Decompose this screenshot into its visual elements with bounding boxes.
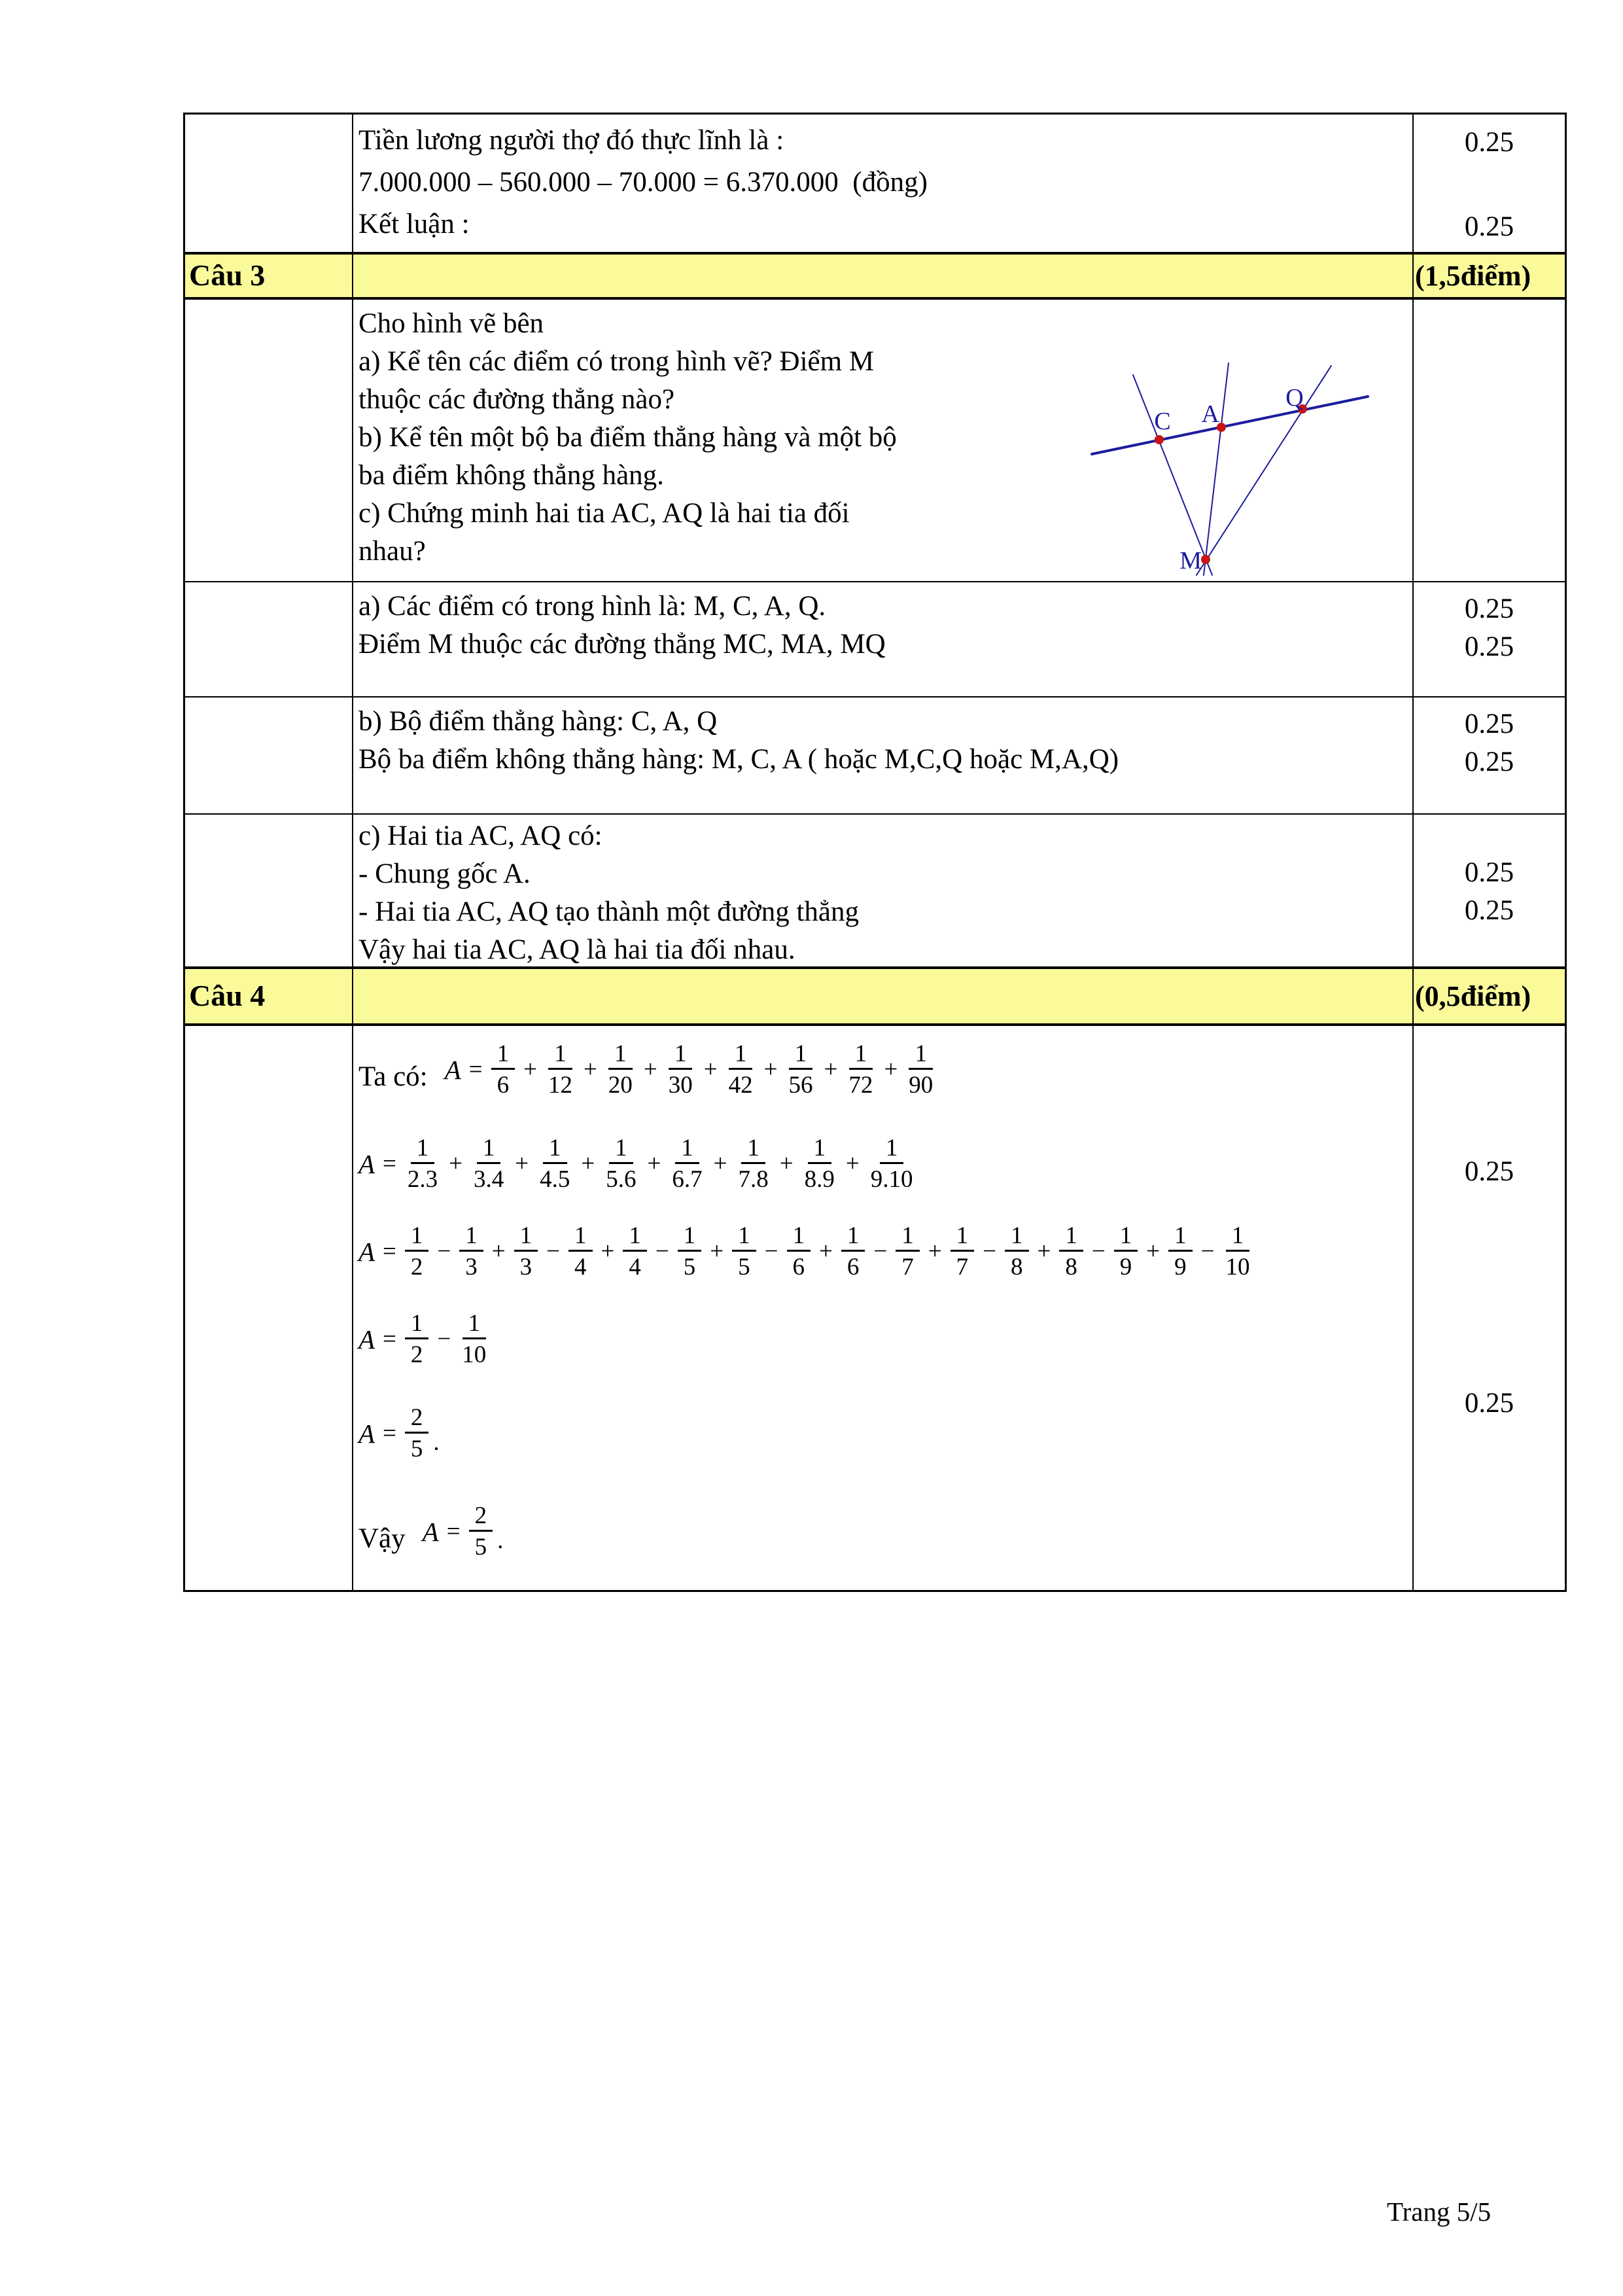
math-operator: + [523, 1056, 537, 1084]
fraction-denominator: 7.8 [738, 1166, 769, 1193]
math-variable: A [422, 1516, 439, 1547]
fraction-denominator: 3.4 [474, 1166, 504, 1193]
table-row-problem [185, 297, 1565, 581]
text-line: nhau? [358, 536, 426, 567]
fraction [471, 1135, 506, 1193]
text-line: c) Hai tia AC, AQ có: [358, 821, 602, 851]
fraction-numerator: 1 [1005, 1222, 1029, 1252]
answer-cell [353, 115, 1414, 252]
fraction [896, 1222, 920, 1281]
score-value: 0.25 [1464, 593, 1514, 624]
fraction-denominator: 72 [848, 1072, 873, 1099]
score-cell [1414, 969, 1565, 1023]
math-period: . [433, 1428, 440, 1456]
math-operator: − [764, 1238, 778, 1265]
question-label-cell [185, 255, 353, 297]
fraction-numerator: 1 [405, 1222, 429, 1252]
fraction-numerator: 1 [808, 1135, 832, 1164]
question-number: Câu 4 [189, 979, 266, 1013]
math-operator: + [824, 1056, 838, 1084]
question-total-score: (0,5điểm) [1415, 980, 1531, 1012]
math-operator: + [583, 1056, 597, 1084]
score-value: 0.25 [1464, 709, 1514, 739]
score-cell [1414, 255, 1565, 297]
fraction [606, 1040, 635, 1099]
point-label-Q: Q [1285, 384, 1304, 412]
text-line: - Hai tia AC, AQ tạo thành một đường thẳng [358, 896, 860, 927]
fraction-denominator: 4.5 [540, 1166, 570, 1193]
figure-line [1092, 397, 1368, 454]
text-line: b) Kể tên một bộ ba điểm thẳng hàng và một bộ [358, 422, 897, 453]
score-cell [1414, 115, 1565, 252]
fraction-denominator: 2.3 [407, 1166, 438, 1193]
point-label-C: C [1154, 408, 1171, 435]
geometry-figure [1080, 356, 1381, 586]
fraction [802, 1135, 837, 1193]
math-operator: + [710, 1238, 724, 1265]
math-operator: − [873, 1238, 888, 1265]
fraction-numerator: 1 [568, 1222, 593, 1252]
equation-line-3 [358, 1222, 1256, 1281]
math-operator: = [468, 1056, 483, 1084]
text-line: Kết luận : [358, 209, 470, 239]
table-row-answer-cau4 [185, 1023, 1565, 1590]
page-number: Trang 5/5 [1387, 2197, 1492, 2227]
math-operator: = [383, 1238, 396, 1265]
fraction-numerator: 1 [623, 1222, 647, 1252]
fraction-numerator: 1 [896, 1222, 920, 1252]
fraction [1114, 1222, 1138, 1281]
fraction-numerator: 1 [548, 1040, 572, 1070]
score-cell-empty [1414, 300, 1565, 581]
fraction-denominator: 7 [901, 1254, 914, 1281]
text-line: c) Chứng minh hai tia AC, AQ là hai tia đối [358, 498, 850, 529]
fraction-denominator: 2 [410, 1254, 423, 1281]
math-operator: = [383, 1150, 396, 1178]
table-row-salary [185, 115, 1565, 252]
answer-cell [353, 582, 1414, 696]
fraction [491, 1040, 515, 1099]
fraction-numerator: 1 [675, 1135, 699, 1164]
math-operator: + [779, 1150, 794, 1178]
score-value: 0.25 [1464, 895, 1514, 926]
score-value: 0.25 [1464, 1156, 1514, 1187]
question-label-cell-empty [185, 582, 353, 696]
text-line: Bộ ba điểm không thẳng hàng: M, C, A ( hoặc M,C,Q hoặc M,A,Q) [358, 744, 1119, 775]
math-operator: + [491, 1238, 506, 1265]
problem-cell [353, 300, 1414, 581]
figure-line [1196, 366, 1331, 575]
math-operator: = [446, 1518, 461, 1545]
math-operator: + [1037, 1238, 1051, 1265]
fraction-numerator: 1 [1059, 1222, 1083, 1252]
fraction [459, 1222, 483, 1281]
question-total-score: (1,5điểm) [1415, 260, 1531, 292]
fraction-numerator: 1 [405, 1310, 429, 1339]
text-line: a) Các điểm có trong hình là: M, C, A, Q. [358, 591, 826, 622]
fraction [1223, 1222, 1253, 1281]
equation-line-5 [358, 1404, 440, 1463]
math-operator: + [763, 1056, 778, 1084]
math-operator: + [601, 1238, 615, 1265]
fraction-denominator: 8.9 [804, 1166, 835, 1193]
score-cell [1414, 698, 1565, 813]
fraction-denominator: 4 [629, 1254, 641, 1281]
point-dot-M [1201, 555, 1210, 564]
answer-key-table [183, 113, 1567, 1592]
fraction-numerator: 1 [411, 1135, 435, 1164]
math-equations [353, 1026, 1412, 1590]
text-line: ba điểm không thẳng hàng. [358, 460, 664, 491]
math-operator: − [655, 1238, 669, 1265]
fraction-numerator: 1 [1168, 1222, 1193, 1252]
answer-text [353, 698, 1412, 779]
math-operator: − [437, 1326, 451, 1353]
fraction [405, 1310, 429, 1369]
answer-text [353, 115, 1412, 245]
band-spacer-cell [353, 969, 1414, 1023]
math-operator: + [884, 1056, 898, 1084]
question-label-cell-empty [185, 1026, 353, 1590]
fraction-denominator: 3 [519, 1254, 532, 1281]
point-dot-C [1155, 435, 1164, 444]
fraction-numerator: 1 [841, 1222, 865, 1252]
fraction-numerator: 1 [729, 1040, 753, 1070]
fraction [951, 1222, 975, 1281]
fraction-denominator: 5.6 [606, 1166, 637, 1193]
question-label-cell [185, 969, 353, 1023]
math-operator: + [643, 1056, 657, 1084]
fraction-denominator: 10 [1225, 1254, 1250, 1281]
fraction-denominator: 42 [728, 1072, 753, 1099]
band-spacer-cell [353, 255, 1414, 297]
fraction-denominator: 6 [846, 1254, 860, 1281]
score-cell [1414, 815, 1565, 966]
table-row-answer-b [185, 696, 1565, 813]
question-label-cell-empty [185, 698, 353, 813]
equation-prefix: Ta có: [358, 1061, 428, 1093]
fraction-denominator: 12 [548, 1072, 572, 1099]
text-line: a) Kể tên các điểm có trong hình vẽ? Điểm M [358, 346, 875, 377]
point-label-M: M [1179, 547, 1202, 574]
math-operator: = [383, 1420, 396, 1447]
score-value: 0.25 [1464, 747, 1514, 777]
fraction-numerator: 1 [909, 1040, 933, 1070]
answer-cell [353, 698, 1414, 813]
math-period: . [497, 1527, 504, 1554]
equation-line-2 [358, 1135, 919, 1193]
fraction [786, 1040, 815, 1099]
fraction [868, 1135, 916, 1193]
fraction-denominator: 4 [574, 1254, 587, 1281]
fraction-numerator: 1 [459, 1222, 483, 1252]
fraction [405, 1135, 440, 1193]
fraction-numerator: 1 [608, 1040, 633, 1070]
text-line: 7.000.000 – 560.000 – 70.000 = 6.370.000 (đồng) [358, 167, 928, 198]
fraction-denominator: 20 [608, 1072, 633, 1099]
answer-cell [353, 815, 1414, 966]
fraction [514, 1222, 538, 1281]
math-operator: − [1200, 1238, 1215, 1265]
figure-line [1201, 363, 1229, 575]
math-operator: − [437, 1238, 451, 1265]
fraction-denominator: 56 [788, 1072, 813, 1099]
fraction-numerator: 1 [1114, 1222, 1138, 1252]
math-operator: + [449, 1150, 463, 1178]
text-line: Điểm M thuộc các đường thẳng MC, MA, MQ [358, 629, 886, 660]
fraction-denominator: 8 [1011, 1254, 1023, 1281]
text-line: - Chung gốc A. [358, 858, 531, 889]
fraction [459, 1310, 489, 1369]
fraction-numerator: 1 [787, 1222, 811, 1252]
fraction-numerator: 1 [491, 1040, 515, 1070]
fraction-denominator: 5 [410, 1436, 423, 1463]
fraction-denominator: 10 [462, 1341, 487, 1369]
text-line: Vậy hai tia AC, AQ là hai tia đối nhau. [358, 934, 795, 965]
math-operator: + [819, 1238, 833, 1265]
text-line: b) Bộ điểm thẳng hàng: C, A, Q [358, 706, 718, 737]
score-value: 0.25 [1464, 1388, 1514, 1419]
fraction-numerator: 1 [741, 1135, 765, 1164]
score-value: 0.25 [1464, 127, 1514, 158]
question-label-cell-empty [185, 815, 353, 966]
question-number: Câu 3 [189, 258, 266, 292]
math-operator: − [1091, 1238, 1106, 1265]
score-cell [1414, 1026, 1565, 1590]
equation-prefix: Vậy [358, 1523, 406, 1555]
fraction [1168, 1222, 1193, 1281]
fraction-denominator: 3 [465, 1254, 478, 1281]
math-operator: + [713, 1150, 727, 1178]
fraction [732, 1222, 756, 1281]
fraction [906, 1040, 935, 1099]
table-row-answer-a [185, 581, 1565, 696]
fraction [787, 1222, 811, 1281]
fraction-numerator: 1 [543, 1135, 567, 1164]
fraction-denominator: 7 [956, 1254, 969, 1281]
fraction-numerator: 2 [469, 1502, 493, 1532]
fraction [537, 1135, 572, 1193]
math-operator: + [1146, 1238, 1161, 1265]
figure-line [1133, 375, 1212, 575]
fraction [666, 1040, 695, 1099]
fraction [841, 1222, 865, 1281]
table-row-cau3-header [185, 252, 1565, 297]
score-cell [1414, 582, 1565, 696]
fraction-numerator: 1 [669, 1040, 693, 1070]
fraction [623, 1222, 647, 1281]
math-variable: A [358, 1418, 375, 1449]
fraction-denominator: 9.10 [870, 1166, 913, 1193]
math-operator: = [383, 1326, 396, 1353]
fraction-numerator: 1 [514, 1222, 538, 1252]
fraction-denominator: 6 [792, 1254, 805, 1281]
equation-line-1 [358, 1040, 939, 1099]
math-operator: + [515, 1150, 529, 1178]
fraction-numerator: 1 [951, 1222, 975, 1252]
fraction-denominator: 5 [474, 1534, 487, 1561]
math-variable: A [358, 1324, 375, 1354]
fraction-denominator: 30 [668, 1072, 693, 1099]
score-value: 0.25 [1464, 211, 1514, 242]
fraction-numerator: 1 [477, 1135, 501, 1164]
fraction-denominator: 6.7 [672, 1166, 703, 1193]
fraction [1059, 1222, 1083, 1281]
math-variable: A [358, 1236, 375, 1267]
fraction-numerator: 1 [678, 1222, 702, 1252]
math-variable: A [444, 1054, 461, 1085]
math-variable: A [358, 1148, 375, 1179]
fraction [603, 1135, 638, 1193]
fraction-numerator: 2 [405, 1404, 429, 1434]
fraction-denominator: 2 [410, 1341, 423, 1369]
answer-text [353, 582, 1412, 663]
math-operator: + [647, 1150, 661, 1178]
fraction-denominator: 5 [738, 1254, 750, 1281]
math-answer-cell [353, 1026, 1414, 1590]
fraction-numerator: 1 [462, 1310, 487, 1339]
point-label-A: A [1201, 400, 1219, 428]
fraction [1005, 1222, 1029, 1281]
score-value: 0.25 [1464, 631, 1514, 662]
answer-text [353, 815, 1412, 969]
math-operator: − [546, 1238, 561, 1265]
question-label-cell-empty [185, 300, 353, 581]
fraction-denominator: 9 [1174, 1254, 1187, 1281]
equation-line-4 [358, 1310, 492, 1369]
math-operator: + [581, 1150, 595, 1178]
fraction [726, 1040, 756, 1099]
fraction [678, 1222, 702, 1281]
fraction [469, 1502, 493, 1561]
text-line: Tiền lương người thợ đó thực lĩnh là : [358, 125, 784, 156]
math-operator: + [845, 1150, 860, 1178]
table-row-cau4-header [185, 966, 1565, 1023]
score-value: 0.25 [1464, 857, 1514, 888]
fraction-denominator: 8 [1065, 1254, 1077, 1281]
fraction-numerator: 1 [609, 1135, 633, 1164]
fraction [405, 1404, 429, 1463]
question-label-cell-empty [185, 115, 353, 252]
fraction-denominator: 5 [683, 1254, 696, 1281]
math-operator: + [928, 1238, 942, 1265]
fraction-denominator: 9 [1119, 1254, 1132, 1281]
fraction-numerator: 1 [732, 1222, 756, 1252]
math-operator: − [983, 1238, 997, 1265]
fraction-numerator: 1 [849, 1040, 873, 1070]
fraction [405, 1222, 429, 1281]
fraction-denominator: 6 [497, 1072, 510, 1099]
text-line: thuộc các đường thẳng nào? [358, 384, 675, 415]
fraction [669, 1135, 705, 1193]
text-line: Cho hình vẽ bên [358, 308, 544, 339]
fraction [846, 1040, 875, 1099]
equation-line-6 [358, 1502, 503, 1561]
table-row-answer-c [185, 813, 1565, 966]
fraction-numerator: 1 [880, 1135, 904, 1164]
fraction [546, 1040, 575, 1099]
fraction-denominator: 90 [909, 1072, 934, 1099]
fraction-numerator: 1 [1226, 1222, 1250, 1252]
fraction-numerator: 1 [789, 1040, 813, 1070]
fraction [568, 1222, 593, 1281]
math-operator: + [703, 1056, 718, 1084]
fraction [736, 1135, 771, 1193]
